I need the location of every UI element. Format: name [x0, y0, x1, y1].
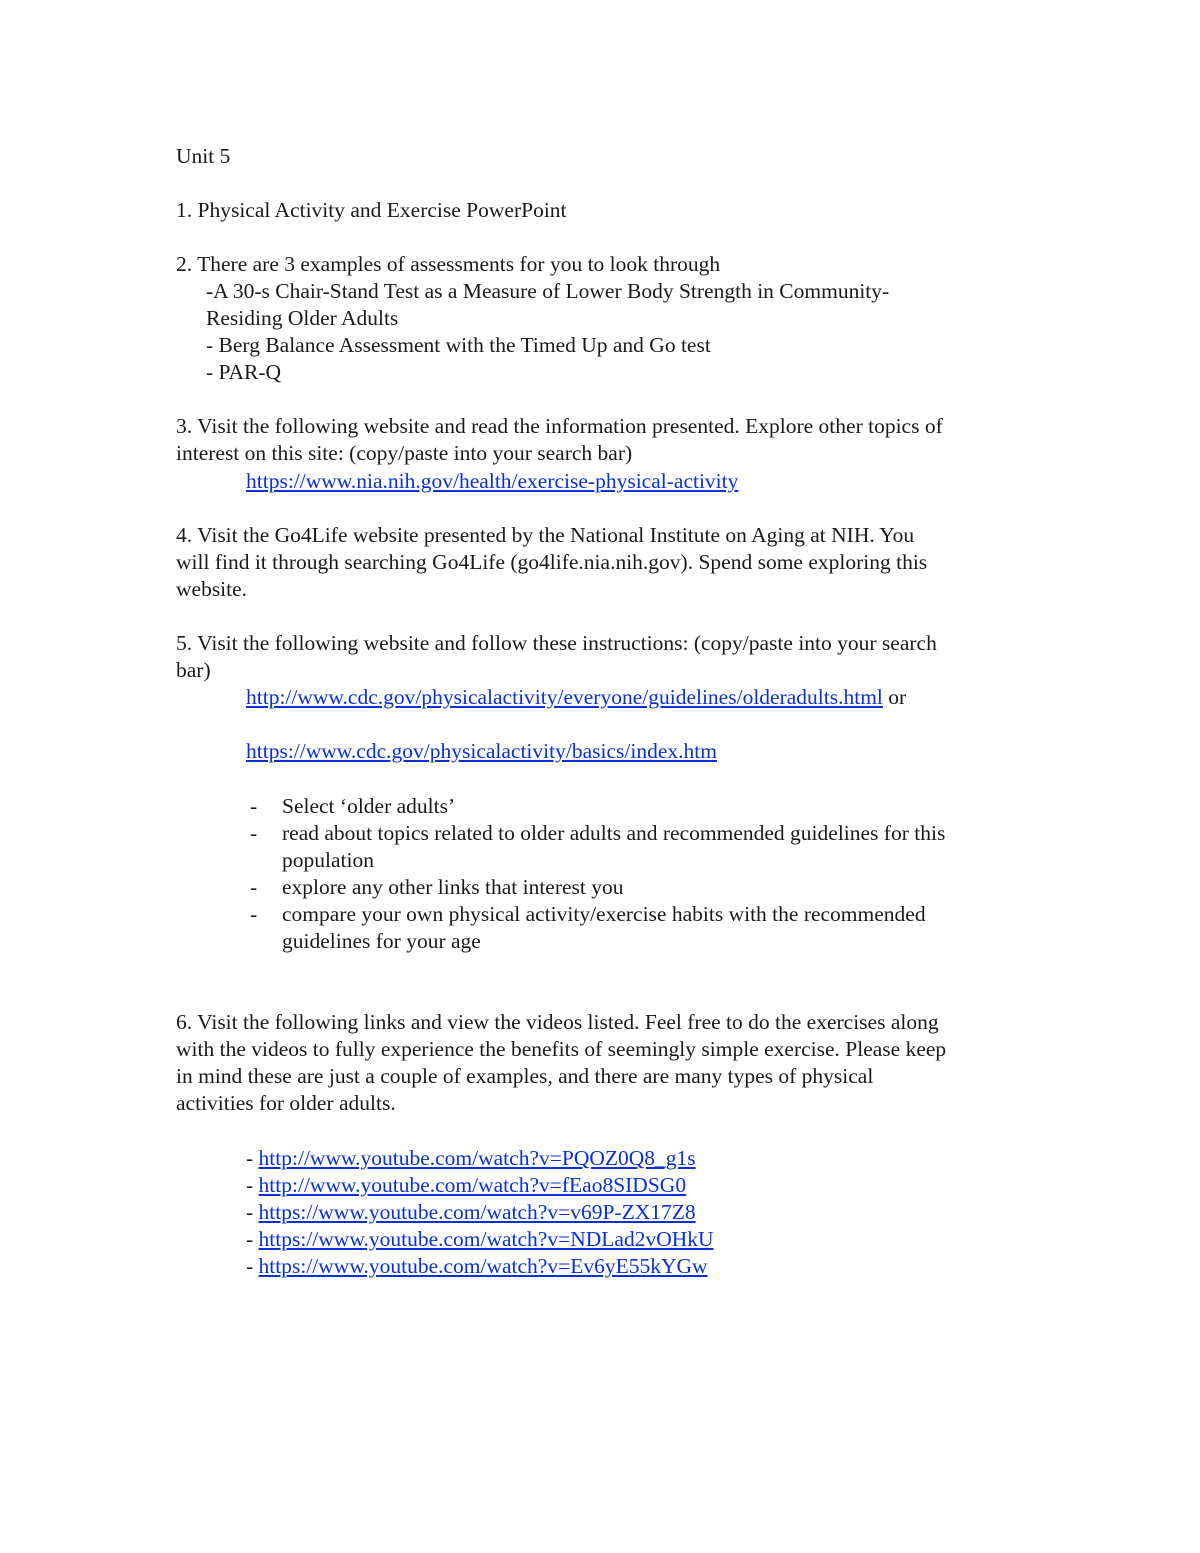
- video-link-row: [246, 1145, 696, 1172]
- item-5-line1: 5. Visit the following website and follow these instructions: (copy/paste into your search: [176, 631, 937, 655]
- cdc-basics-link[interactable]: https://www.cdc.gov/physicalactivity/basics/index.htm: [246, 739, 717, 763]
- or-text: or: [882, 685, 907, 709]
- bullet-item-continuation: population: [282, 848, 374, 872]
- youtube-video-link[interactable]: http://www.youtube.com/watch?v=fEao8SIDSG0: [258, 1173, 687, 1197]
- video-link-prefix: -: [246, 1254, 259, 1278]
- video-link-prefix: -: [246, 1146, 259, 1170]
- video-link-row: [246, 1253, 708, 1280]
- item-6-line2: with the videos to fully experience the benefits of seemingly simple exercise. Please keep: [176, 1037, 947, 1061]
- item-4-line3: website.: [176, 577, 248, 601]
- unit-heading: Unit 5: [176, 144, 231, 168]
- item-6-line4: activities for older adults.: [176, 1091, 396, 1115]
- cdc-older-adults-link[interactable]: http://www.cdc.gov/physicalactivity/everyone/guidelines/olderadults.html: [246, 685, 883, 709]
- video-link-row: [246, 1172, 686, 1199]
- item-6-line1: 6. Visit the following links and view the videos listed. Feel free to do the exercises along: [176, 1010, 939, 1034]
- bullet-item: compare your own physical activity/exercise habits with the recommended: [282, 902, 926, 926]
- bullet-item: explore any other links that interest you: [282, 875, 624, 899]
- item-3-line2: interest on this site: (copy/paste into your search bar): [176, 441, 633, 465]
- bullet-marker: -: [250, 875, 258, 899]
- youtube-video-link[interactable]: https://www.youtube.com/watch?v=v69P-ZX17Z8: [258, 1200, 696, 1224]
- item-4-line1: 4. Visit the Go4Life website presented by the National Institute on Aging at NIH. You: [176, 523, 915, 547]
- youtube-video-link[interactable]: https://www.youtube.com/watch?v=Ev6yE55kYGw: [258, 1254, 708, 1278]
- youtube-video-link[interactable]: http://www.youtube.com/watch?v=PQOZ0Q8_g1s: [258, 1146, 696, 1170]
- bullet-item: read about topics related to older adults and recommended guidelines for this: [282, 821, 946, 845]
- item-2-assessment-c: - PAR-Q: [206, 360, 282, 384]
- bullet-item: Select ‘older adults’: [282, 794, 456, 818]
- youtube-video-link[interactable]: https://www.youtube.com/watch?v=NDLad2vOHkU: [258, 1227, 714, 1251]
- video-link-prefix: -: [246, 1227, 259, 1251]
- bullet-item-continuation: guidelines for your age: [282, 929, 481, 953]
- item-3-line1: 3. Visit the following website and read the information presented. Explore other topics of: [176, 414, 943, 438]
- item-2-intro: 2. There are 3 examples of assessments for you to look through: [176, 252, 721, 276]
- video-link-prefix: -: [246, 1173, 259, 1197]
- item-5-link1-row: [246, 684, 906, 711]
- video-link-row: [246, 1226, 714, 1253]
- item-2-assessment-b: - Berg Balance Assessment with the Timed Up and Go test: [206, 333, 711, 357]
- item-5-line2: bar): [176, 658, 211, 682]
- video-link-row: [246, 1199, 696, 1226]
- item-1-text: 1. Physical Activity and Exercise PowerPoint: [176, 198, 567, 222]
- item-2-assessment-a-line1: -A 30-s Chair-Stand Test as a Measure of Lower Body Strength in Community-: [206, 279, 890, 303]
- video-link-prefix: -: [246, 1200, 259, 1224]
- item-6-line3: in mind these are just a couple of examples, and there are many types of physical: [176, 1064, 874, 1088]
- bullet-marker: -: [250, 902, 258, 926]
- bullet-marker: -: [250, 794, 258, 818]
- item-4-line2: will find it through searching Go4Life (go4life.nia.nih.gov). Spend some exploring this: [176, 550, 928, 574]
- nia-exercise-link[interactable]: https://www.nia.nih.gov/health/exercise-physical-activity: [246, 469, 739, 493]
- bullet-marker: -: [250, 821, 258, 845]
- item-2-assessment-a-line2: Residing Older Adults: [206, 306, 399, 330]
